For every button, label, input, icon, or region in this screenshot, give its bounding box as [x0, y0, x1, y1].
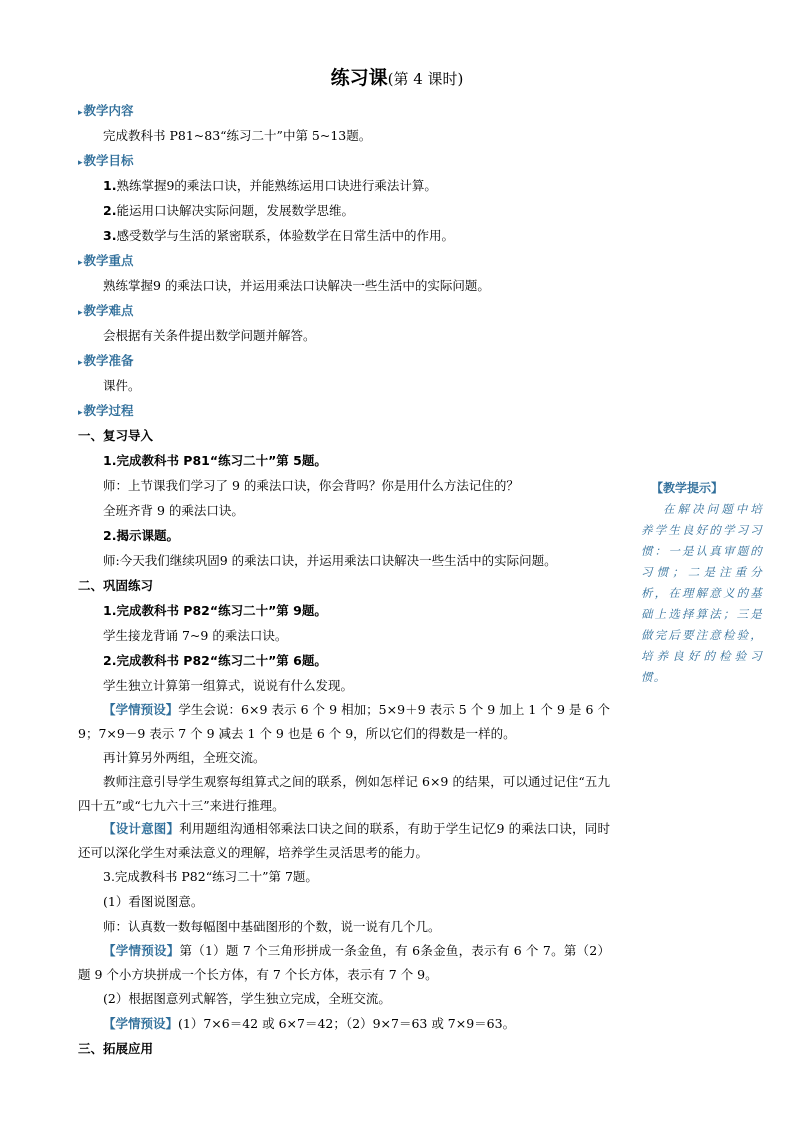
preset-tag: 【学情预设】: [103, 943, 180, 958]
tip-body: 在解决问题中培养学生良好的学习习惯：一是认真审题的习惯；二是注重分析，在理解意义的基础上选择算法；三是做完后要注意检验，培养良好的检验习惯。: [641, 502, 763, 684]
goal-item: 3.感受数学与生活的紧密联系，体验数学在日常生活中的作用。: [103, 228, 454, 243]
step-item: 2.揭示课题。: [103, 528, 179, 543]
lesson-content: [78, 98, 610, 1061]
section-heading-goals: ▸教学目标: [78, 153, 134, 168]
triangle-marker-icon: ▸: [78, 158, 83, 168]
key-text: 熟练掌握9 的乘法口诀，并运用乘法口诀解决一些生活中的实际问题。: [103, 278, 490, 293]
preset-tag: 【学情预设】: [103, 702, 179, 717]
paragraph: 学生独立计算第一组算式，说说有什么发现。: [103, 678, 354, 693]
paragraph: (2）根据图意列式解答，学生独立完成，全班交流。: [103, 991, 391, 1006]
section-heading-content: ▸教学内容: [78, 103, 134, 118]
triangle-marker-icon: ▸: [78, 408, 83, 418]
paragraph: 师：认真数一数每幅图中基础图形的个数，说一说有几个几。: [103, 919, 441, 934]
preset-paragraph: 【学情预设】学生会说：6×9 表示 6 个 9 相加；5×9＋9 表示 5 个 9 加上 1 个 9 是 6 个 9；7×9－9 表示 7 个 9 减去 1 个 9 也是 6 个 9，所以它们的得数是一样的。: [78, 702, 610, 741]
goal-item: 1.熟练掌握9的乘法口诀，并能熟练运用口诀进行乘法计算。: [103, 178, 437, 193]
paragraph: 教师注意引导学生观察每组算式之间的联系，例如怎样记 6×9 的结果，可以通过记住“五九四十五”或“七九六十三”来进行推理。: [78, 774, 610, 813]
content-text: 完成教科书 P81~83“练习二十”中第 5~13题。: [103, 128, 372, 143]
step-item: 1.完成教科书 P82“练习二十”第 9题。: [103, 603, 327, 618]
preset-paragraph: 【学情预设】第（1）题 7 个三角形拼成一条金鱼，有 6条金鱼，表示有 6 个 7。第（2）题 9 个小方块拼成一个长方体，有 7 个长方体，表示有 7 个 9。: [78, 943, 610, 982]
triangle-marker-icon: ▸: [78, 108, 83, 118]
page-title: [0, 64, 794, 93]
teaching-tip-box: [641, 478, 763, 688]
paragraph: 学生接龙背诵 7~9 的乘法口诀。: [103, 628, 288, 643]
section-heading-key: ▸教学重点: [78, 253, 134, 268]
triangle-marker-icon: ▸: [78, 258, 83, 268]
paragraph: 师:今天我们继续巩固9 的乘法口诀，并运用乘法口诀解决一些生活中的实际问题。: [103, 553, 557, 568]
preset-tag: 【学情预设】: [103, 1016, 179, 1031]
tip-title: 【教学提示】: [651, 481, 724, 495]
design-intent-tag: 【设计意图】: [103, 821, 180, 836]
paragraph: (1）看图说图意。: [103, 894, 204, 909]
title-main: 练习课: [330, 67, 388, 89]
triangle-marker-icon: ▸: [78, 308, 83, 318]
paragraph: 全班齐背 9 的乘法口诀。: [103, 503, 244, 518]
design-intent-paragraph: 【设计意图】利用题组沟通相邻乘法口诀之间的联系，有助于学生记忆9 的乘法口诀，同时还可以深化学生对乘法意义的理解，培养学生灵活思考的能力。: [78, 821, 610, 860]
title-sub: (第 4 课时): [387, 70, 464, 88]
section-heading-prep: ▸教学准备: [78, 353, 134, 368]
prep-text: 课件。: [103, 378, 141, 393]
goal-item: 2.能运用口诀解决实际问题，发展数学思维。: [103, 203, 354, 218]
step-item: 3.完成教科书 P82“练习二十”第 7题。: [103, 869, 318, 884]
section-heading-process: ▸教学过程: [78, 403, 134, 418]
preset-paragraph: 【学情预设】(1）7×6＝42 或 6×7＝42；（2）9×7＝63 或 7×9＝63。: [103, 1016, 516, 1031]
paragraph: 再计算另外两组，全班交流。: [103, 750, 266, 765]
paragraph: 师：上节课我们学习了 9 的乘法口诀，你会背吗？你是用什么方法记住的？: [103, 478, 519, 493]
section-heading-difficulty: ▸教学难点: [78, 303, 134, 318]
triangle-marker-icon: ▸: [78, 358, 83, 368]
step-item: 1.完成教科书 P81“练习二十”第 5题。: [103, 453, 327, 468]
difficulty-text: 会根据有关条件提出数学问题并解答。: [103, 328, 316, 343]
part-heading: 三、拓展应用: [78, 1041, 154, 1056]
step-item: 2.完成教科书 P82“练习二十”第 6题。: [103, 653, 327, 668]
part-heading: 一、复习导入: [78, 428, 154, 443]
part-heading: 二、巩固练习: [78, 578, 154, 593]
